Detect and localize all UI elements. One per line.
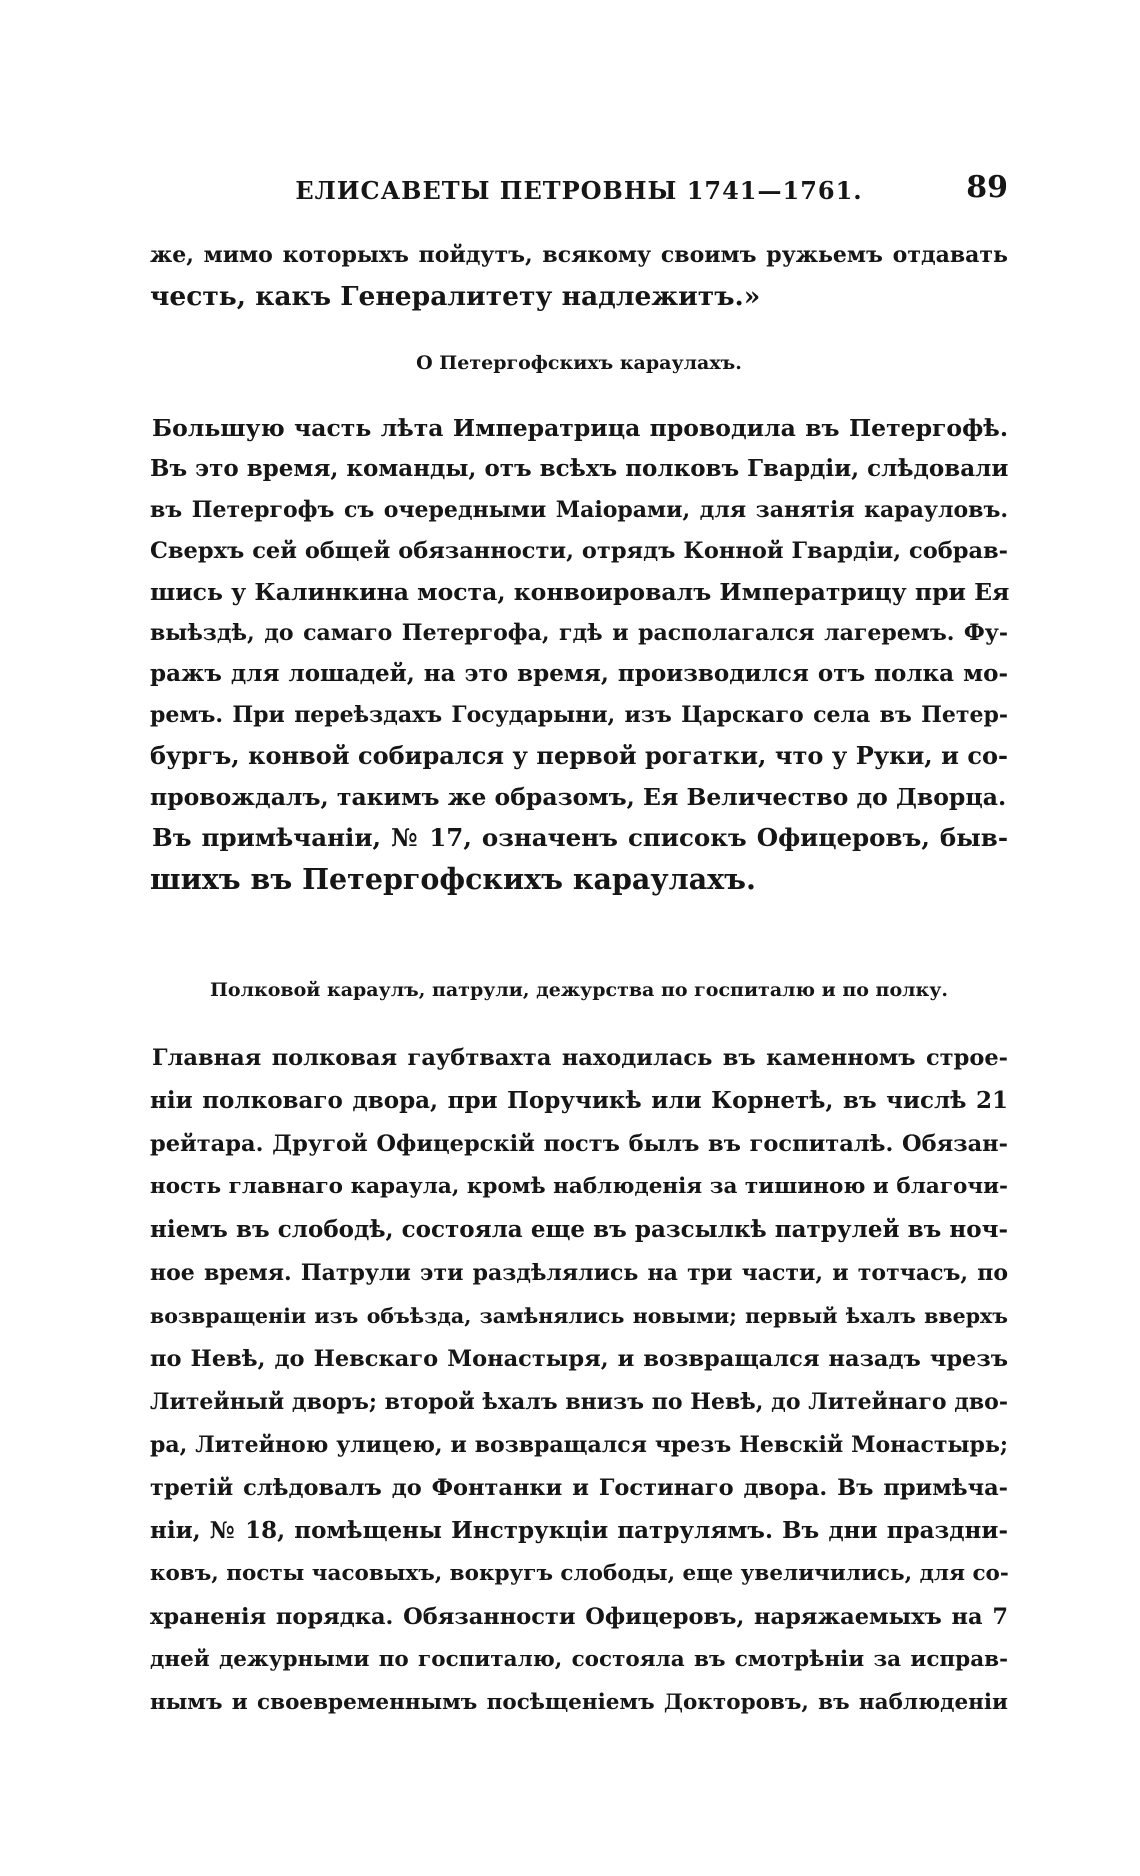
text-line: шихъ въ Петергофскихъ караулахъ.	[150, 862, 756, 896]
text-line: ра, Литейною улицею, и возвращался чрезъ Невскій Монастырь;	[150, 1432, 1008, 1458]
text-line: храненія порядка. Обязанности Офицеровъ, наряжаемыхъ на 7	[150, 1604, 1008, 1630]
text-line: въ Петергофъ съ очередными Маіорами, для занятія карауловъ.	[150, 497, 1008, 523]
text-line: ность главнаго караула, кромѣ наблюденія за тишиною и благочи-	[150, 1174, 1008, 1199]
text-line: ремъ. При переѣздахъ Государыни, изъ Царскаго села въ Петер-	[150, 702, 1008, 728]
text-line: по Невѣ, до Невскаго Монастыря, и возвращался назадъ чрезъ	[150, 1346, 1008, 1372]
text-line: Въ это время, команды, отъ всѣхъ полковъ Гвардіи, слѣдовали	[150, 455, 1009, 482]
text-line: Въ примѣчаніи, № 17, означенъ списокъ Офицеровъ, быв-	[152, 823, 1008, 852]
text-line: честь, какъ Генералитету надлежитъ.»	[150, 281, 761, 312]
text-line: Сверхъ сей общей обязанности, отрядъ Конной Гвардіи, собрав-	[150, 538, 1008, 564]
text-line: ковъ, посты часовыхъ, вокругъ слободы, еще увеличились, для со-	[150, 1561, 1009, 1586]
text-line: ражъ для лошадей, на это время, производился отъ полка мо-	[150, 660, 1008, 687]
running-head: ЕЛИСАВЕТЫ ПЕТРОВНЫ 1741—1761.	[295, 176, 863, 205]
text-line: ніемъ въ слободѣ, состояла еще въ разсылкѣ патрулей въ ноч-	[150, 1216, 1008, 1243]
text-line: рейтара. Другой Офицерскій постъ былъ въ госпиталѣ. Обязан-	[150, 1131, 1008, 1157]
text-line: ное время. Патрули эти раздѣлялись на три части, и тотчасъ, по	[150, 1260, 1008, 1286]
text-line: провождалъ, такимъ же образомъ, Ея Величество до Дворца.	[150, 783, 1007, 811]
text-line: же, мимо которыхъ пойдутъ, всякому своимъ ружьемъ отдавать	[150, 242, 1008, 268]
text-line: дней дежурными по госпиталю, состояла въ смотрѣніи за исправ-	[150, 1647, 1008, 1672]
text-line: нымъ и своевременнымъ посѣщеніемъ Докторовъ, въ наблюденіи	[150, 1690, 1008, 1715]
text-line: выѣздѣ, до самаго Петергофа, гдѣ и располагался лагеремъ. Фу-	[150, 620, 1008, 646]
section-heading: О Петергофскихъ караулахъ.	[416, 352, 742, 374]
text-line: ніи полковаго двора, при Поручикѣ или Корнетѣ, въ числѣ 21	[150, 1087, 1008, 1114]
text-line: ніи, № 18, помѣщены Инструкціи патрулямъ. Въ дни праздни-	[150, 1517, 1008, 1544]
text-line: возвращеніи изъ объѣзда, замѣнялись новыми; первый ѣхалъ вверхъ	[150, 1304, 1008, 1328]
text-line: бургъ, конвой собирался у первой рогатки, что у Руки, и со-	[150, 741, 1008, 770]
page-number: 89	[966, 170, 1008, 205]
text-line: Большую часть лѣта Императрица проводила въ Петергофѣ.	[152, 414, 1008, 442]
text-line: Литейный дворъ; второй ѣхалъ внизъ по Невѣ, до Литейнаго дво-	[150, 1389, 1008, 1415]
page-header	[150, 170, 1008, 210]
text-line: шись у Калинкина моста, конвоировалъ Императрицу при Ея	[150, 578, 1010, 606]
section-heading: Полковой караулъ, патрули, дежурства по госпиталю и по полку.	[209, 979, 949, 1001]
text-line: третій слѣдовалъ до Фонтанки и Гостинаго двора. Въ примѣча-	[150, 1475, 1008, 1501]
text-line: Главная полковая гаубтвахта находилась въ каменномъ строе-	[152, 1045, 1008, 1071]
